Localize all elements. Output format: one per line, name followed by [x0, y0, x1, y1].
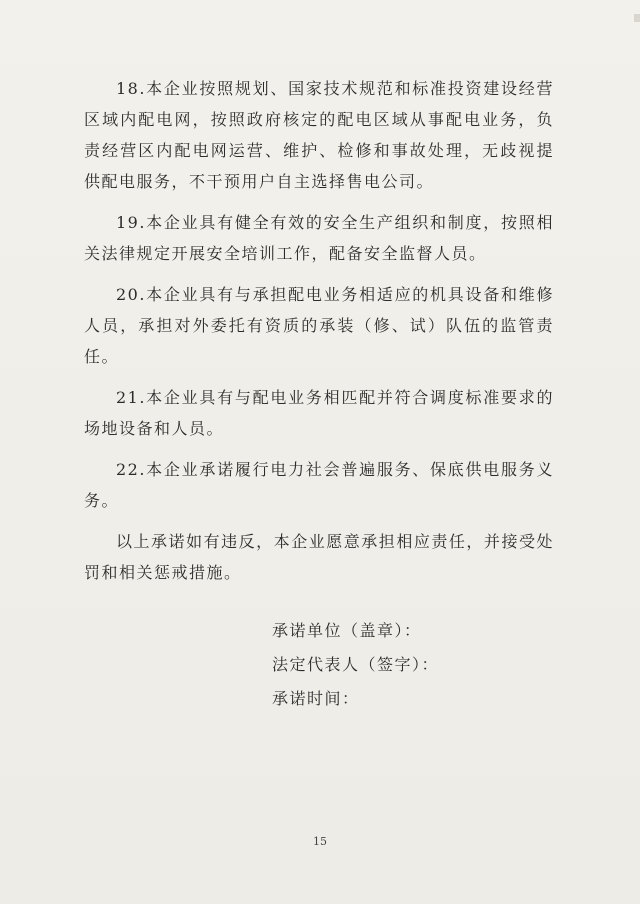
clause-22: 22.本企业承诺履行电力社会普遍服务、保底供电服务义务。 [84, 460, 554, 510]
commitment-date-line: 承诺时间： [272, 689, 360, 708]
clause-18: 18.本企业按照规划、国家技术规范和标准投资建设经营区域内配电网，按照政府核定的配电区域从事配电业务，负责经营区内配电网运营、维护、检修和事故处理，无歧视提供配电服务，不干预用户自主选择售电公司。 [84, 79, 554, 191]
clause-20: 20.本企业具有与承担配电业务相适应的机具设备和维修人员，承担对外委托有资质的承装（修、试）队伍的监管责任。 [84, 285, 554, 366]
committing-unit-line: 承诺单位（盖章）： [272, 621, 422, 640]
clause-21: 21.本企业具有与配电业务相匹配并符合调度标准要求的场地设备和人员。 [84, 388, 554, 438]
signature-block [272, 614, 572, 716]
page-number: 15 [313, 835, 327, 848]
commitment-body [84, 73, 554, 598]
legal-representative-line: 法定代表人（签字）： [272, 655, 440, 674]
clause-19: 19.本企业具有健全有效的安全生产组织和制度，按照相关法律规定开展安全培训工作，配备安全监督人员。 [84, 213, 554, 263]
page-edge-mark [634, 14, 640, 22]
closing-statement: 以上承诺如有违反，本企业愿意承担相应责任，并接受处罚和相关惩戒措施。 [84, 532, 554, 582]
